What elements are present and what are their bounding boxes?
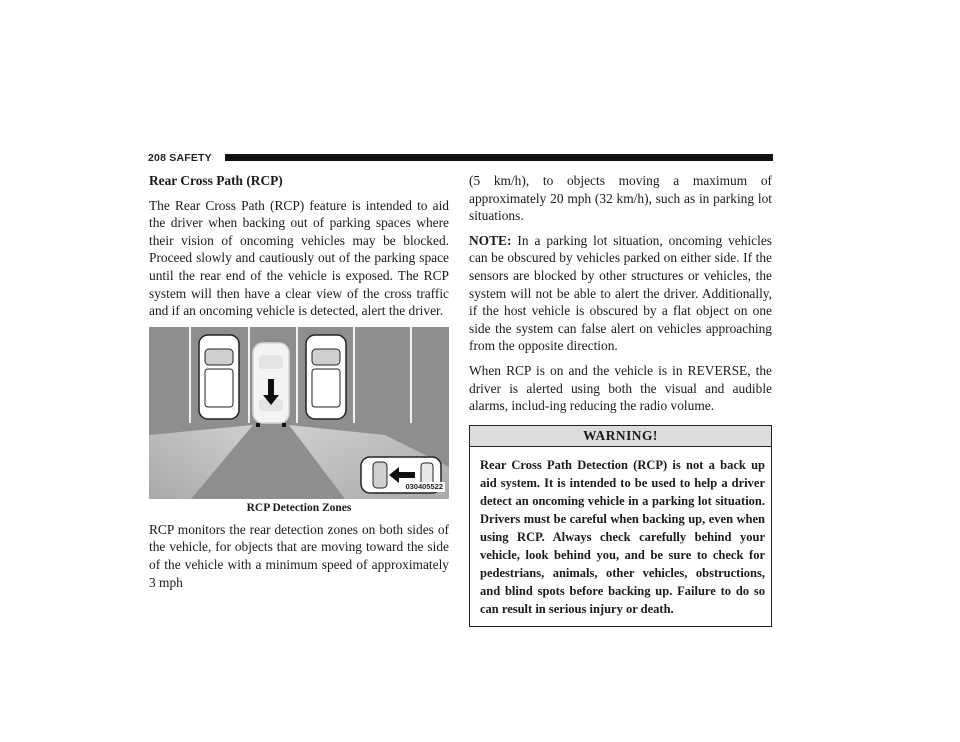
note-label: NOTE: [469, 232, 512, 248]
figure-caption: RCP Detection Zones [246, 501, 352, 514]
note-text: In a parking lot situation, oncoming vehicles can be obscured by vehicles parked on either side. If the sensors are blocked by other structures or vehicles, the system will not be able to alert the driver. Additionally, if the host vehicle is obscured by a flat object on one side the system can false alert on vehicles approaching from the opposite direction. [469, 232, 772, 354]
alert-paragraph: When RCP is on and the vehicle is in REVERSE, the driver is alerted using both the visual and audible alarms, includ-ing reducing the radio volume. [469, 362, 772, 414]
section-title: Rear Cross Path (RCP) [149, 173, 283, 188]
parked-car-right [306, 335, 346, 419]
page-header [148, 152, 773, 164]
figure-code: 030405522 [405, 481, 443, 491]
rcp-detection-figure [149, 327, 449, 499]
monitoring-paragraph: RCP monitors the rear detection zones on both sides of the vehicle, for objects that are moving toward the side of the vehicle with a minimum speed of approximately 3 mph [149, 521, 449, 590]
parking-lot-illustration [149, 327, 449, 499]
right-column [469, 172, 772, 627]
left-column [149, 172, 449, 598]
warning-text: Rear Cross Path Detection (RCP) is not a back up aid system. It is intended to be used to help a driver detect an oncoming vehicle in a parking lot situation. Drivers must be careful when backing up, even when using RCP. Always check carefully behind your vehicle, look behind you, and be sure to check for pedestrians, animals, other vehicles, obstructions, and blind spots before backing up. Failure to do so can result in serious injury or death. [480, 457, 765, 616]
host-vehicle-reversing [253, 343, 289, 427]
page-number-section: 208 SAFETY [148, 152, 212, 164]
header-rule [225, 154, 773, 161]
warning-title: WARNING! [470, 426, 771, 447]
note-paragraph [469, 232, 772, 355]
speed-paragraph: (5 km/h), to objects moving a maximum of approximately 20 mph (32 km/h), such as in parking lot situations. [469, 173, 772, 224]
warning-box [469, 425, 772, 627]
parked-car-left [199, 335, 239, 419]
intro-paragraph: The Rear Cross Path (RCP) feature is intended to aid the driver when backing out of parking spaces where their vision of oncoming vehicles may be blocked. Proceed slowly and cautiously out of the parking space until the rear end of the vehicle is exposed. The RCP system will then have a clear view of the cross traffic and if an oncoming vehicle is detected, alert the driver. [149, 197, 449, 319]
